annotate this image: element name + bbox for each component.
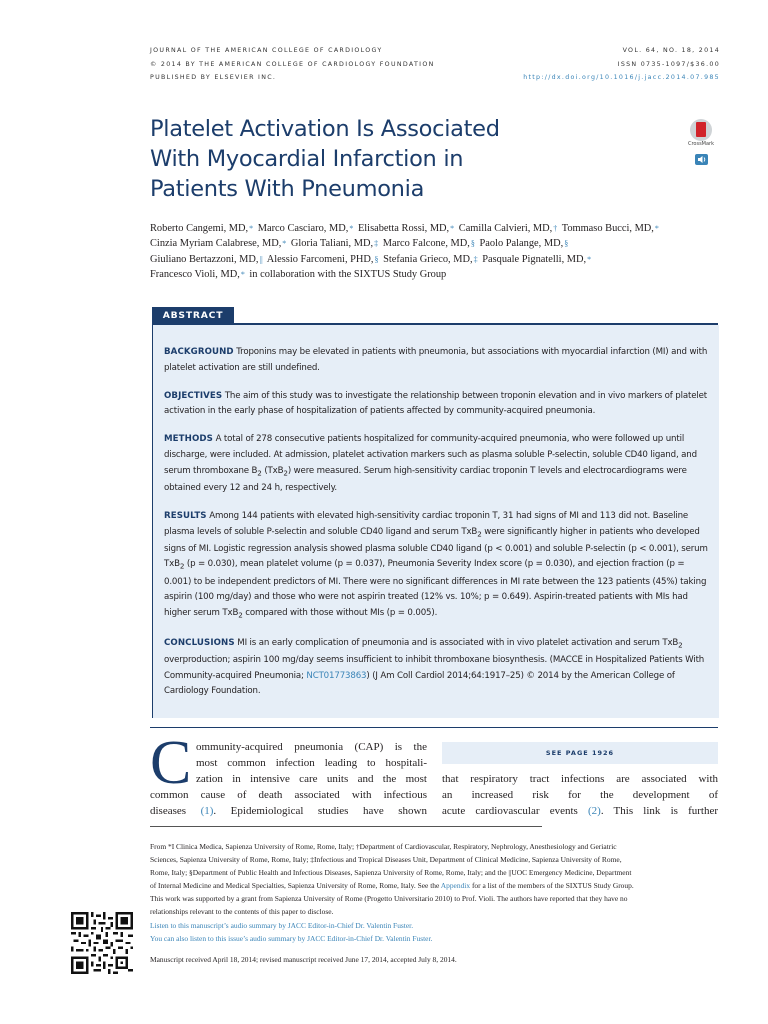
- citation-link[interactable]: (2): [587, 805, 601, 818]
- issue-audio-link[interactable]: You can also listen to this issue’s audio summary by JACC Editor-in-Chief Dr. Valentin Fuster.: [150, 933, 433, 943]
- journal-volume: VOL. 64, NO. 18, 2014: [622, 47, 720, 54]
- abstract-tab: ABSTRACT: [152, 307, 234, 324]
- abstract-methods: METHODS A total of 278 consecutive patients hospitalized for community-acquired pneumonia, who were followed up until discharge, were included. At admission, platelet activation markers such as plasma soluble P-selectin, soluble CD40 ligand, and serum thromboxane $B_2$ (TxB$_2$) were measured. Serum high-sensitivity cardiac troponin T levels and electrocardiograms were obtained every 12 and 24 h, respectively.: [164, 434, 697, 493]
- see-page-banner[interactable]: SEE PAGE 1926: [442, 742, 718, 764]
- authors-tail: in collaboration with the SIXTUS Study Group: [249, 268, 447, 280]
- title-line-3: Patients With Pneumonia: [150, 176, 425, 202]
- author: Tommaso Bucci, MD,*: [561, 223, 659, 234]
- appendix-link[interactable]: Appendix: [440, 881, 471, 891]
- author: Marco Falcone, MD,§: [382, 238, 475, 250]
- drop-cap: C: [150, 729, 192, 797]
- journal-name: JOURNAL OF THE AMERICAN COLLEGE OF CARDIOLOGY: [150, 47, 383, 54]
- crossmark-badge[interactable]: [686, 119, 716, 151]
- intro-text-a: ommunity-acquired pneumonia (CAP) is the most common infection leading to hospitali- zation in intensive care units and the most: [196, 741, 427, 786]
- trial-link[interactable]: NCT01773863: [306, 670, 367, 681]
- abstract-results: RESULTS Among 144 patients with elevated high-sensitivity cardiac troponin T, 31 had signs of MI and 113 did not. Baseline plasma levels of soluble P-selectin and soluble CD40 ligand and serum TxB$_2$ were significantly higher in patients who developed signs of MI. Logistic regression analysis showed plasma soluble CD40 ligand (p < 0.001) and soluble P-selectin (p < 0.001), serum TxB$_2$ (p = 0.030), mean platelet volume (p = 0.037), Pneumonia Severity Index score (p = 0.030), and ejection fraction (p = 0.001) to be independent predictors of MI. There were no significant differences in MI rate between the 123 patients (45%) taking aspirin (100 mg/day) and those who were not aspirin treated (12% vs. 10%; p = 0.649). Aspirin-treated patients with MIs had higher serum TxB$_2$ compared with those without MIs (p = 0.005).: [164, 510, 708, 620]
- speaker-icon[interactable]: [695, 154, 708, 165]
- author: Alessio Farcomeni, PHD,§: [266, 253, 379, 265]
- abstract-rule: [152, 323, 718, 325]
- footnote-rule: [150, 826, 542, 827]
- author: Gloria Taliani, MD,‡: [290, 238, 379, 250]
- title-line-2: With Myocardial Infarction in: [150, 146, 464, 172]
- author: Pasquale Pignatelli, MD,*: [482, 253, 592, 265]
- journal-issn: ISSN 0735-1097/$36.00: [617, 60, 720, 68]
- author: Camilla Calvieri, MD,†: [458, 223, 558, 234]
- author: Paolo Palange, MD,§: [479, 238, 569, 250]
- journal-copyright: © 2014 BY THE AMERICAN COLLEGE OF CARDIOLOGY FOUNDATION: [150, 60, 435, 68]
- abstract-background: BACKGROUND Troponins may be elevated in patients with pneumonia, but associations with myocardial infarction (MI) and with platelet activation are still undefined.: [164, 347, 708, 373]
- abstract-conclusions: CONCLUSIONS MI is an early complication of pneumonia and is associated with in vivo platelet activation and serum TxB$_2$ overproduction; aspirin 100 mg/day seems insufficient to inhibit thromboxane biosynthesis. (MACCE in Hospitalized Patients With Community-acquired Pneumonia; NCT01773863) (J Am Coll Cardiol 2014;64:1917–25) © 2014 by the American College of Cardiology Foundation.: [164, 637, 705, 697]
- author-list: [150, 221, 730, 282]
- author: Cinzia Myriam Calabrese, MD,*: [150, 238, 287, 250]
- affiliations: From *I Clinica Medica, Sapienza University of Rome, Rome, Italy; †Department of Cardiovascular, Respiratory, Nephrology, Anesthesiology and Geriatric Sciences, Sapienza University of Rome, Rome, Italy; ‡Infectious and Tropical Diseases Unit, Department of Clinical Medicine, Sapienza University of Rome, Rome, Italy; §Department of Public Health and Infectious Diseases, Sapienza University of Rome, Rome, Italy; and the ||UOC Emergency Medicine, Department of Internal Medicine and Medical Specialties, Sapienza University of Rome, Rome, Italy. See the Appendix for a list of the members of the SIXTUS Study Group. This work was supported by a grant from Sapienza University of Rome (Progetto Universitario 2010) to Prof. Violi. The authors have reported that they have no relationships relevant to the contents of this paper to disclose.: [150, 842, 634, 917]
- abstract-objectives: OBJECTIVES The aim of this study was to investigate the relationship between troponin elevation and in vivo markers of platelet activation in the early phase of hospitalization of patients affected by community-acquired pneumonia.: [164, 390, 707, 417]
- author: Giuliano Bertazzoni, MD,||: [150, 253, 263, 265]
- audio-summary-link[interactable]: Listen to this manuscript’s audio summary by JACC Editor-in-Chief Dr. Valentin Fuster.: [150, 920, 414, 930]
- author: Roberto Cangemi, MD,*: [150, 223, 254, 234]
- author: Francesco Violi, MD,*: [150, 268, 245, 280]
- crossmark-icon: [690, 119, 712, 141]
- intro-text-c: that respiratory tract infections are associated with an increased risk for the development of acute cardiovascular events (2). This link is further: [442, 773, 719, 818]
- manuscript-dates: Manuscript received April 18, 2014; revised manuscript received June 17, 2014, accepted July 8, 2014.: [150, 954, 457, 964]
- journal-publisher: PUBLISHED BY ELSEVIER INC.: [150, 74, 277, 81]
- author: Elisabetta Rossi, MD,*: [357, 223, 455, 234]
- author: Marco Casciaro, MD,*: [257, 223, 354, 234]
- abstract-content: [164, 345, 710, 712]
- author: Stefania Grieco, MD,‡: [383, 253, 478, 265]
- qr-code-icon[interactable]: [71, 912, 133, 974]
- crossmark-label: CrossMark: [687, 141, 715, 147]
- intro-text-b: common cause of death associated with infectious diseases (1). Epidemiological studies have shown: [150, 789, 428, 818]
- doi-link[interactable]: http://dx.doi.org/10.1016/j.jacc.2014.07.985: [523, 74, 720, 81]
- article-title: [150, 114, 620, 204]
- journal-header: [150, 44, 720, 85]
- title-line-1: Platelet Activation Is Associated: [150, 116, 500, 142]
- citation-link[interactable]: (1): [200, 805, 214, 818]
- footnote: [150, 840, 638, 966]
- section-divider: [150, 727, 718, 728]
